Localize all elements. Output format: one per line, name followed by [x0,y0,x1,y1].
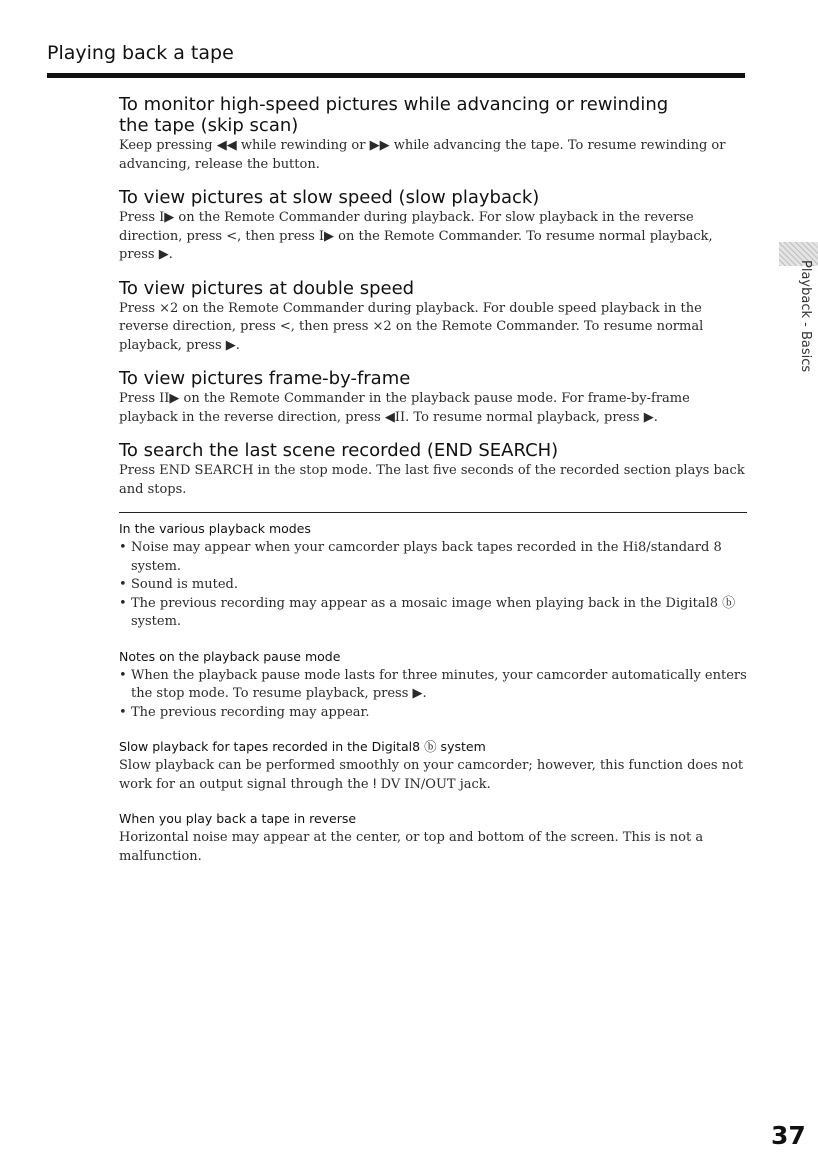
section-end-search [119,440,747,499]
note-heading: Slow playback for tapes recorded in the Digital8 ⓑ system [119,739,486,754]
list-item: • When the playback pause mode lasts for three minutes, your camcorder automatically enters the stop mode. To resume playback, press ▶. [119,667,747,701]
list-item: • The previous recording may appear as a mosaic image when playing back in the Digital8 ⓑ system. [119,595,736,629]
section-frame-by-frame [119,368,747,427]
section-body: Press ×2 on the Remote Commander during playback. For double speed playback in the reverse direction, press <, then press ×2 on the Remote Commander. To resume normal playback, press ▶. [119,300,704,353]
section-body: Press END SEARCH in the stop mode. The last five seconds of the recorded section plays back and stops. [119,463,745,497]
note-pause-mode [119,649,747,723]
chapter-tab-label: Playback - Basics [798,260,813,373]
note-body: Horizontal noise may appear at the center, or top and bottom of the screen. This is not a malfunction. [119,830,704,864]
note-slow-playback-digital8 [119,739,747,794]
section-body: Press II▶ on the Remote Commander in the playback pause mode. For frame-by-frame playback in the reverse direction, press ◀II. To resume normal playback, press ▶. [119,391,690,425]
note-body: Slow playback can be performed smoothly on your camcorder; however, this function does not work for an output signal through the ⵑ DV IN/OUT jack. [119,758,744,792]
note-heading: When you play back a tape in reverse [119,811,357,826]
section-body: Keep pressing ◀◀ while rewinding or ▶▶ while advancing the tape. To resume rewinding or advancing, release the button. [119,138,726,172]
note-list [119,667,747,723]
section-heading: To search the last scene recorded (END SEARCH) [119,440,559,461]
section-heading: To view pictures at slow speed (slow playback) [119,187,540,208]
note-reverse-playback [119,811,747,866]
note-heading: In the various playback modes [119,521,311,536]
note-heading: Notes on the playback pause mode [119,648,341,664]
section-body: Press I▶ on the Remote Commander during playback. For slow playback in the reverse direction, press <, then press I▶ on the Remote Commander. To resume normal playback, press ▶. [119,210,713,262]
page-header-title: Playing back a tape [47,42,234,64]
section-heading: To view pictures frame-by-frame [119,368,411,389]
section-double-speed [119,278,747,356]
section-heading: To view pictures at double speed [119,277,415,299]
list-item: • Sound is muted. [119,577,238,592]
section-heading: To monitor high-speed pictures while advancing or rewinding the tape (skip scan) [119,94,669,136]
section-skip-scan [119,94,747,174]
notes-divider [119,512,747,513]
header-rule [47,73,745,78]
page-number: 37 [771,1121,806,1150]
note-list [119,539,747,632]
page-content [119,94,747,883]
list-item: • Noise may appear when your camcorder plays back tapes recorded in the Hi8/standard 8 system. [119,540,722,574]
note-playback-modes [119,521,747,632]
section-slow-playback [119,187,747,265]
list-item: • The previous recording may appear. [119,704,370,720]
